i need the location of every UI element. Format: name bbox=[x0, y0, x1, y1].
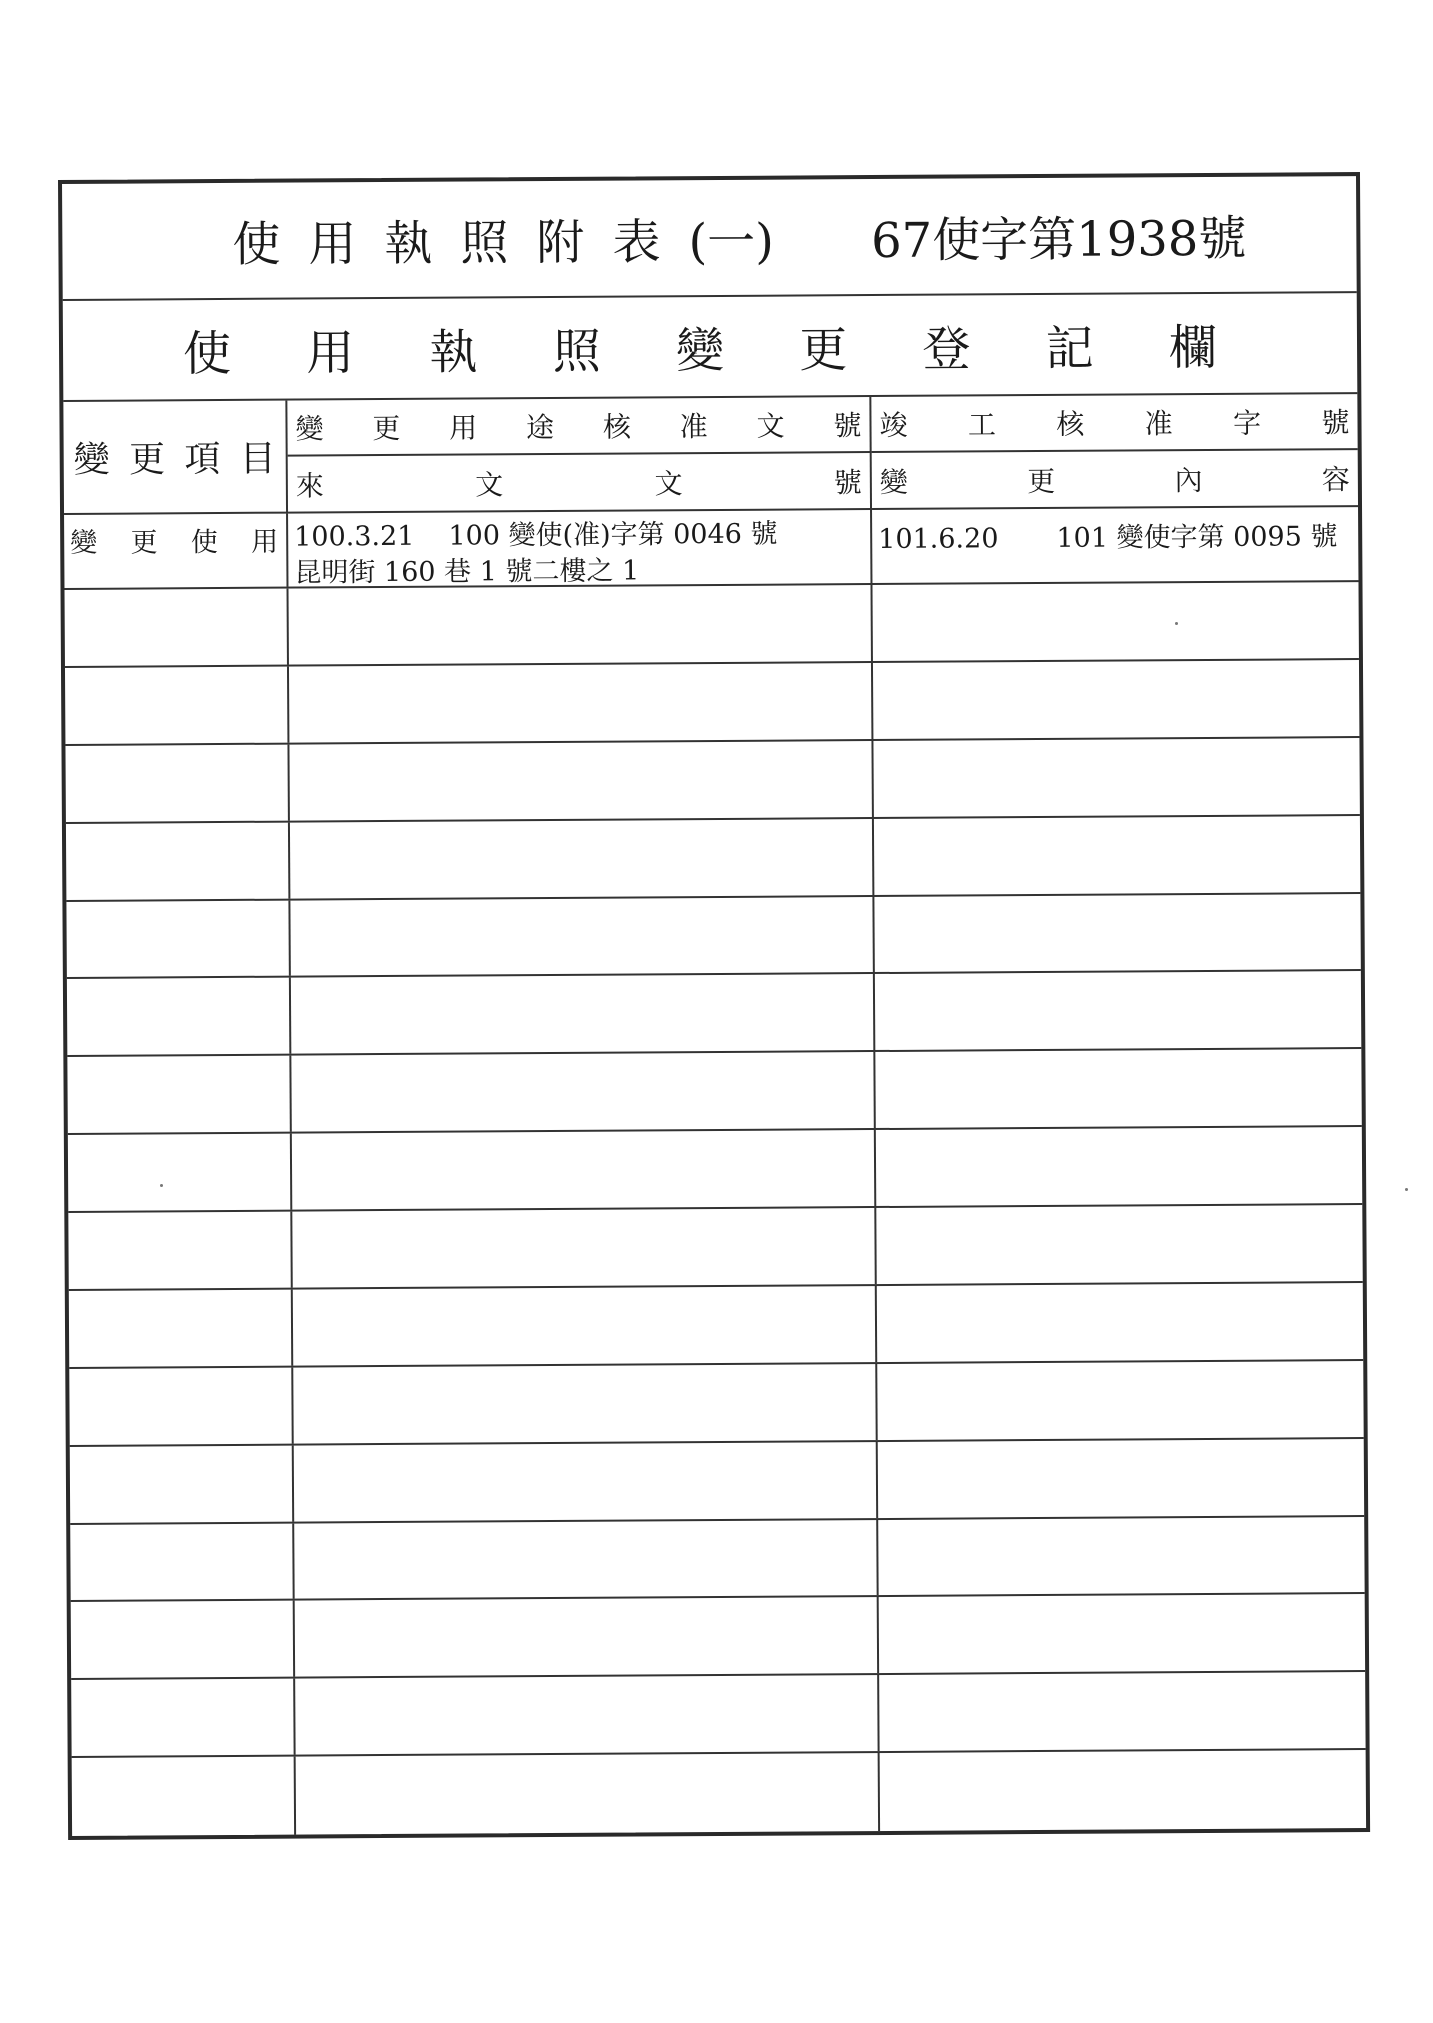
header-completion-no bbox=[871, 394, 1357, 453]
header-char: 字 bbox=[1232, 406, 1262, 440]
empty-table-row bbox=[65, 738, 1359, 824]
header-char: 變 bbox=[879, 465, 908, 499]
scan-speck bbox=[1405, 1188, 1408, 1191]
empty-cell bbox=[877, 1361, 1363, 1440]
subtitle-char: 記 bbox=[1045, 320, 1094, 377]
empty-table-row bbox=[71, 1672, 1365, 1758]
subtitle-char: 更 bbox=[799, 322, 848, 379]
header-char: 更 bbox=[128, 439, 166, 481]
header-char: 更 bbox=[1027, 464, 1056, 498]
empty-table-row bbox=[69, 1283, 1363, 1369]
registration-form bbox=[58, 172, 1370, 1840]
empty-cell bbox=[65, 744, 289, 821]
empty-cell bbox=[70, 1523, 294, 1600]
empty-cell bbox=[289, 585, 873, 664]
header-char: 核 bbox=[1056, 407, 1085, 441]
empty-table-row bbox=[66, 894, 1360, 980]
empty-table-row bbox=[71, 1594, 1365, 1680]
form-subtitle bbox=[63, 293, 1358, 400]
empty-cell bbox=[876, 1127, 1362, 1206]
subtitle-char: 變 bbox=[675, 322, 725, 380]
header-char: 容 bbox=[1321, 462, 1350, 496]
title-char: (一) bbox=[688, 213, 775, 271]
scan-speck bbox=[160, 1184, 163, 1187]
header-char: 號 bbox=[1321, 406, 1350, 440]
entry-doc-no: 100 變使(准)字第 0046 號 bbox=[448, 518, 778, 552]
empty-table-row bbox=[70, 1517, 1364, 1603]
completion-date: 101.6.20 bbox=[878, 523, 999, 555]
header-char: 核 bbox=[602, 410, 632, 444]
subtitle-char: 執 bbox=[429, 324, 478, 381]
empty-cell bbox=[67, 978, 291, 1055]
header-char: 准 bbox=[679, 410, 708, 444]
empty-cell bbox=[68, 1212, 292, 1289]
empty-cell bbox=[289, 741, 873, 820]
empty-cell bbox=[877, 1283, 1363, 1362]
empty-cell bbox=[71, 1679, 295, 1756]
empty-cell bbox=[71, 1601, 295, 1678]
empty-cell bbox=[291, 1052, 875, 1131]
empty-cell bbox=[879, 1672, 1365, 1751]
empty-cell bbox=[875, 971, 1361, 1050]
empty-cell bbox=[872, 582, 1358, 661]
header-char: 更 bbox=[372, 411, 401, 446]
item-char: 變 bbox=[70, 527, 98, 559]
empty-cell bbox=[295, 1597, 879, 1676]
empty-cell bbox=[294, 1442, 878, 1521]
empty-table-row bbox=[72, 1750, 1366, 1836]
empty-table-row bbox=[66, 816, 1360, 902]
empty-cell bbox=[295, 1675, 879, 1754]
subtitle-char: 照 bbox=[552, 323, 601, 380]
empty-cell bbox=[65, 666, 289, 743]
empty-table-row bbox=[69, 1361, 1363, 1447]
header-char: 竣 bbox=[879, 408, 908, 442]
title-char: 用 bbox=[308, 216, 357, 273]
empty-cell bbox=[70, 1445, 294, 1522]
header-char: 號 bbox=[833, 465, 862, 499]
subtitle-char: 使 bbox=[182, 325, 232, 383]
header-change-content bbox=[872, 450, 1358, 510]
empty-table-row bbox=[70, 1439, 1364, 1525]
header-char: 目 bbox=[239, 438, 276, 480]
empty-cell bbox=[878, 1439, 1364, 1518]
empty-table-row bbox=[65, 660, 1359, 746]
empty-cell bbox=[296, 1753, 880, 1834]
subtitle-char: 登 bbox=[922, 321, 971, 378]
empty-cell bbox=[69, 1289, 293, 1366]
empty-cell bbox=[290, 819, 874, 898]
header-char: 途 bbox=[525, 410, 555, 445]
empty-cell bbox=[875, 1049, 1361, 1128]
empty-cell bbox=[69, 1367, 293, 1444]
header-char: 變 bbox=[295, 412, 324, 446]
scan-speck bbox=[1175, 622, 1178, 625]
header-char: 來 bbox=[295, 468, 324, 503]
empty-cell bbox=[67, 1056, 291, 1133]
form-subtitle-band bbox=[63, 293, 1358, 402]
title-char: 附 bbox=[536, 214, 585, 272]
empty-cell bbox=[878, 1517, 1364, 1596]
subtitle-char: 用 bbox=[306, 325, 355, 382]
header-char: 用 bbox=[449, 411, 478, 445]
empty-cell bbox=[66, 822, 290, 899]
empty-cell bbox=[874, 894, 1360, 973]
form-title-band bbox=[62, 176, 1357, 301]
license-number: 67使字第1938號 bbox=[870, 210, 1247, 270]
header-change-item bbox=[63, 401, 288, 515]
header-char: 文 bbox=[756, 409, 785, 443]
empty-cell bbox=[292, 1130, 876, 1209]
empty-table-row bbox=[67, 971, 1361, 1057]
empty-cell bbox=[292, 1208, 876, 1287]
header-char: 內 bbox=[1174, 463, 1203, 497]
empty-cell bbox=[290, 897, 874, 976]
entry-approval-cell bbox=[288, 510, 872, 587]
entry-date: 100.3.21 bbox=[294, 520, 415, 553]
form-title bbox=[232, 203, 774, 275]
entry-completion-cell bbox=[872, 507, 1358, 583]
title-char: 執 bbox=[384, 215, 433, 273]
subtitle-char: 欄 bbox=[1168, 319, 1218, 377]
header-char: 文 bbox=[654, 466, 683, 500]
empty-cell bbox=[880, 1750, 1366, 1831]
empty-table-row bbox=[68, 1127, 1362, 1213]
empty-table-row bbox=[67, 1049, 1361, 1135]
empty-table-row bbox=[68, 1205, 1362, 1291]
item-char: 用 bbox=[251, 526, 279, 558]
empty-cell bbox=[873, 660, 1359, 739]
header-approval-doc-no bbox=[287, 397, 871, 457]
empty-cell bbox=[68, 1134, 292, 1211]
header-char: 工 bbox=[967, 408, 997, 442]
empty-cell bbox=[293, 1364, 877, 1443]
empty-cell bbox=[879, 1594, 1365, 1673]
empty-cell bbox=[873, 738, 1359, 817]
header-char: 文 bbox=[475, 467, 504, 501]
title-char: 使 bbox=[232, 216, 281, 273]
empty-cell bbox=[289, 663, 873, 742]
header-incoming-doc-no bbox=[288, 453, 872, 514]
header-char: 號 bbox=[833, 409, 862, 443]
empty-cell bbox=[876, 1205, 1362, 1284]
empty-table-row bbox=[65, 582, 1359, 668]
empty-cell bbox=[66, 900, 290, 977]
header-char: 項 bbox=[184, 439, 221, 481]
item-char: 更 bbox=[130, 527, 158, 559]
entry-item-cell bbox=[64, 514, 288, 588]
title-char: 照 bbox=[460, 215, 509, 272]
title-char: 表 bbox=[612, 214, 661, 271]
entry-address: 昆明街 160 巷 1 號二樓之 1 bbox=[294, 555, 640, 589]
empty-cell bbox=[65, 589, 289, 666]
empty-cell bbox=[874, 816, 1360, 895]
empty-cell bbox=[72, 1757, 296, 1836]
completion-no: 101 變使字第 0095 號 bbox=[1056, 521, 1338, 554]
empty-cell bbox=[294, 1520, 878, 1599]
header-char: 准 bbox=[1144, 407, 1173, 441]
header-char: 變 bbox=[73, 439, 110, 481]
empty-cell bbox=[293, 1286, 877, 1365]
table-row bbox=[64, 507, 1358, 590]
item-char: 使 bbox=[190, 527, 218, 559]
empty-cell bbox=[291, 974, 875, 1053]
